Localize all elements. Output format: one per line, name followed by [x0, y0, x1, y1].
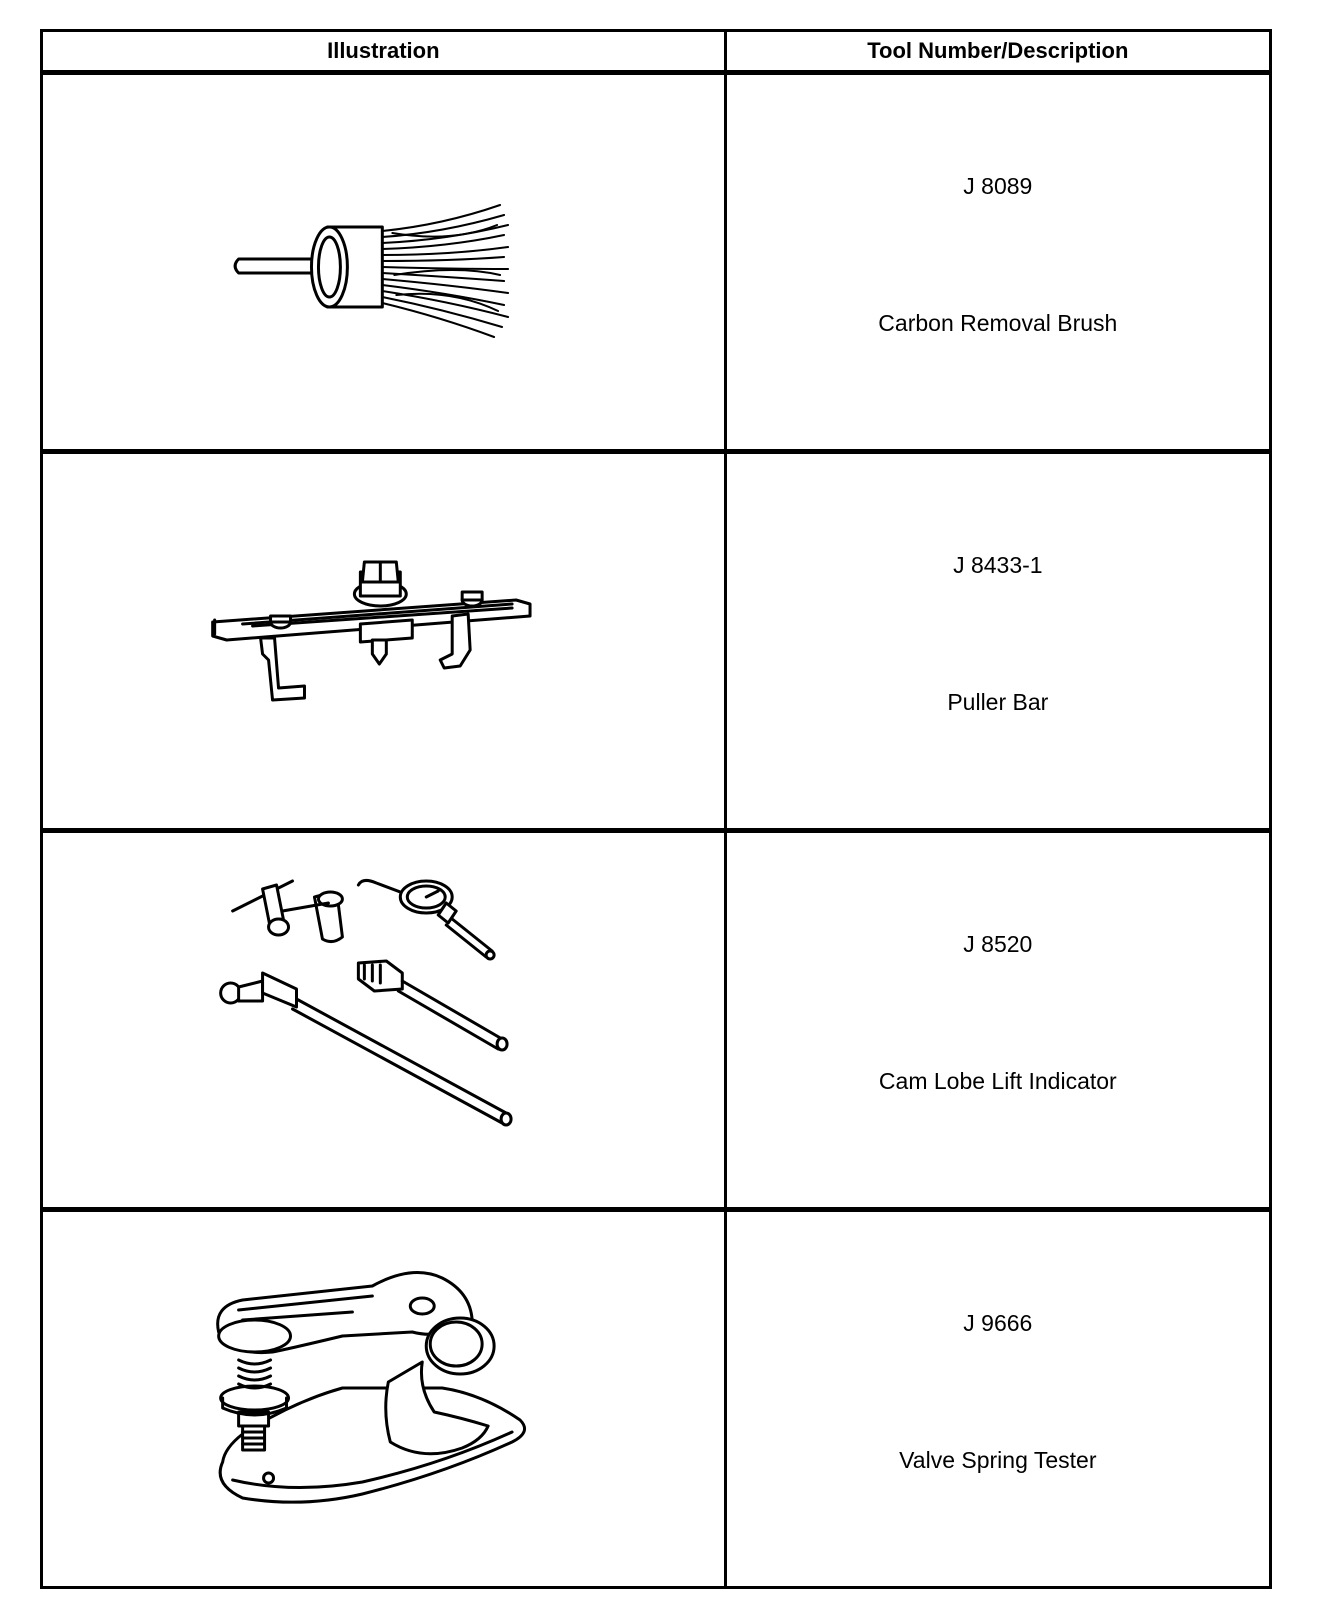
illustration-cell: [42, 73, 726, 452]
tool-description: Carbon Removal Brush: [878, 310, 1118, 336]
illustration-cell: [42, 452, 726, 831]
tool-header: Tool Number/Description: [725, 31, 1270, 73]
valve-spring-tester-icon: [43, 1212, 724, 1586]
table-row: [42, 1210, 1271, 1588]
table-row: [42, 73, 1271, 452]
tool-number: J 9666: [963, 1310, 1033, 1336]
cam-lobe-lift-indicator-icon: [43, 833, 724, 1207]
tool-number: J 8089: [963, 173, 1033, 199]
tool-description: Puller Bar: [947, 689, 1049, 715]
tool-info-cell: [725, 73, 1270, 452]
illustration-cell: [42, 831, 726, 1210]
puller-bar-icon: [43, 454, 724, 828]
table-row: [42, 452, 1271, 831]
tool-info-cell: [725, 452, 1270, 831]
illustration-header: Illustration: [42, 31, 726, 73]
tool-info-cell: [725, 1210, 1270, 1588]
illustration-cell: [42, 1210, 726, 1588]
tool-number: J 8433-1: [953, 552, 1043, 578]
table-row: [42, 831, 1271, 1210]
header-row: [42, 31, 1271, 73]
carbon-removal-brush-icon: [43, 75, 724, 449]
tool-number: J 8520: [963, 931, 1033, 957]
tool-info-cell: [725, 831, 1270, 1210]
special-tools-table: [40, 29, 1272, 1589]
tool-description: Cam Lobe Lift Indicator: [878, 1068, 1117, 1094]
tool-description: Valve Spring Tester: [899, 1447, 1097, 1473]
